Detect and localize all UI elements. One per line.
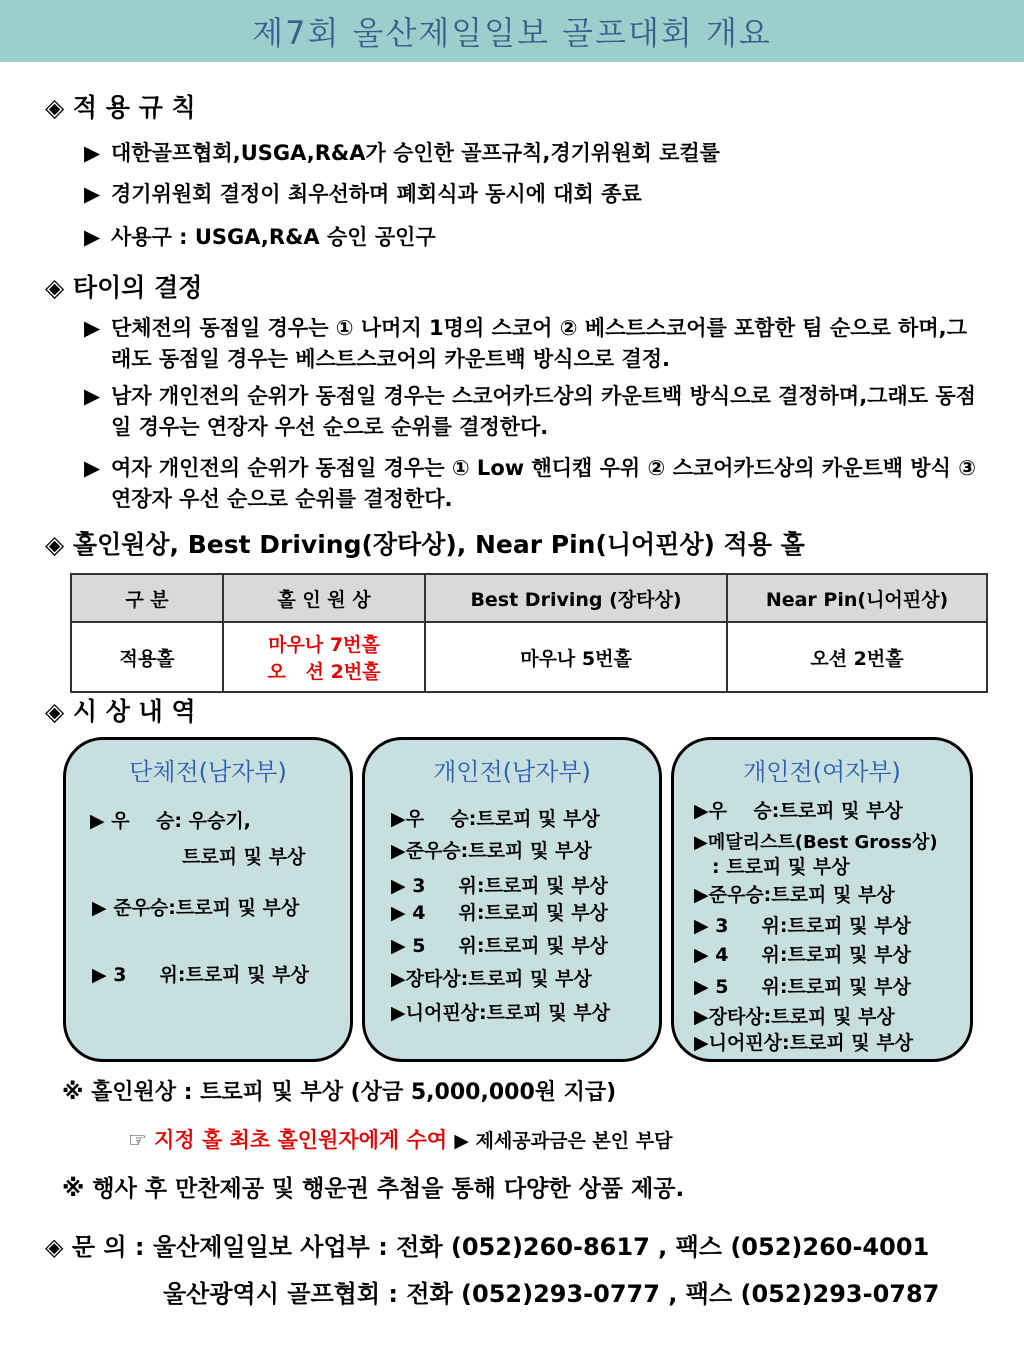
table-header-cell: Best Driving (장타상) [425,574,727,622]
award-item: ▶ 우 승: 우승기, [90,810,251,832]
hole-in-one-cell [223,622,425,692]
rule-item: ▶ 경기위원회 결정이 최우선하며 폐회식과 동시에 대회 종료 [84,179,984,210]
hole-in-one-line: 오 션 2번홀 [267,661,381,683]
rule-item: ▶ 대한골프협회,USGA,R&A가 승인한 골프규칙,경기위원회 로컬룰 [84,138,984,169]
award-box-title: 단체전(남자부) [129,758,287,786]
hole-in-one-line: 마우나 7번홀 [268,634,380,656]
award-item: ▶ 4 위:트로피 및 부상 [391,902,608,924]
table-header-cell: Near Pin(니어핀상) [727,574,987,622]
award-item: ▶준우승:트로피 및 부상 [391,840,592,862]
award-box-team-men [63,737,353,1062]
rule-item: ▶ 사용구 : USGA,R&A 승인 공인구 [84,222,984,253]
first-winner-note [128,1124,672,1154]
award-box-title: 개인전(남자부) [433,758,591,786]
holes-section-title: ◈ 홀인원상, Best Driving(장타상), Near Pin(니어핀상) 적용 홀 [45,530,805,559]
page-header [0,0,1024,62]
rules-section-title: ◈ 적 용 규 칙 [45,93,196,122]
award-item: ▶ 5 위:트로피 및 부상 [694,976,911,998]
award-item: ▶장타상:트로피 및 부상 [391,968,592,990]
award-item: : 트로피 및 부상 [712,856,850,878]
triangle-right-icon: ▶ [84,456,101,480]
after-event-note: ※ 행사 후 만찬제공 및 행운권 추첨을 통해 다양한 상품 제공. [62,1176,685,1202]
triangle-right-icon: ▶ [84,316,101,340]
award-item: ▶ 5 위:트로피 및 부상 [391,935,608,957]
award-item: ▶준우승:트로피 및 부상 [694,884,895,906]
row-label: 적용홀 [71,622,223,692]
award-item: 트로피 및 부상 [182,846,306,868]
triangle-right-icon: ▶ [84,141,101,165]
award-item: ▶메달리스트(Best Gross상) [694,832,938,853]
award-item: ▶니어핀상:트로피 및 부상 [391,1002,610,1024]
tie-item: ▶ 단체전의 동점일 경우는 ① 나머지 1명의 스코어 ② 베스트스코어를 포함한 팀 순으로 하며,그래도 동점일 경우는 베스트스코어의 카운트백 방식으로 결정. [84,313,984,375]
tax-text: ▶ 제세공과금은 본인 부담 [454,1130,673,1152]
award-box-title: 개인전(여자부) [743,758,901,786]
contact-line-2: 울산광역시 골프협회 : 전화 (052)293-0777 , 팩스 (052)293-0787 [163,1280,940,1308]
award-item: ▶ 3 위:트로피 및 부상 [694,915,911,937]
triangle-right-icon: ▶ [84,225,101,249]
award-item: ▶장타상:트로피 및 부상 [694,1006,895,1028]
award-item: ▶ 4 위:트로피 및 부상 [694,944,911,966]
table-row [71,622,987,692]
award-item: ▶ 3 위:트로피 및 부상 [92,964,309,986]
near-pin-cell: 오션 2번홀 [727,622,987,692]
tie-section-title: ◈ 타이의 결정 [45,273,203,302]
table-header-cell: 구 분 [71,574,223,622]
best-driving-cell: 마우나 5번홀 [425,622,727,692]
award-item: ▶우 승:트로피 및 부상 [391,808,600,830]
award-item: ▶ 준우승:트로피 및 부상 [92,897,300,919]
triangle-right-icon: ▶ [84,182,101,206]
award-box-individual-men [362,737,662,1062]
tie-item: ▶ 여자 개인전의 순위가 동점일 경우는 ① Low 핸디캡 우위 ② 스코어카드상의 카운트백 방식 ③ 연장자 우선 순으로 순위를 결정한다. [84,453,984,515]
pointing-hand-icon: ☞ [128,1128,147,1152]
award-item: ▶ 3 위:트로피 및 부상 [391,875,608,897]
award-item: ▶니어핀상:트로피 및 부상 [694,1032,913,1054]
awards-section-title: ◈ 시 상 내 역 [45,697,196,726]
table-header-cell: 홀 인 원 상 [223,574,425,622]
first-winner-text: 지정 홀 최초 홀인원자에게 수여 [154,1128,448,1152]
hole-in-one-note: ※ 홀인원상 : 트로피 및 부상 (상금 5,000,000원 지급) [62,1080,617,1105]
award-box-individual-women [671,737,973,1062]
tie-item: ▶ 남자 개인전의 순위가 동점일 경우는 스코어카드상의 카운트백 방식으로 결정하며,그래도 동점일 경우는 연장자 우선 순으로 순위를 결정한다. [84,381,984,443]
triangle-right-icon: ▶ [84,384,101,408]
page-title: 제7회 울산제일일보 골프대회 개요 [252,14,772,52]
holes-table [70,573,988,693]
contact-line-1: ◈ 문 의 : 울산제일일보 사업부 : 전화 (052)260-8617 , 팩스 (052)260-4001 [45,1233,930,1261]
table-header-row [71,574,987,622]
award-item: ▶우 승:트로피 및 부상 [694,800,903,822]
